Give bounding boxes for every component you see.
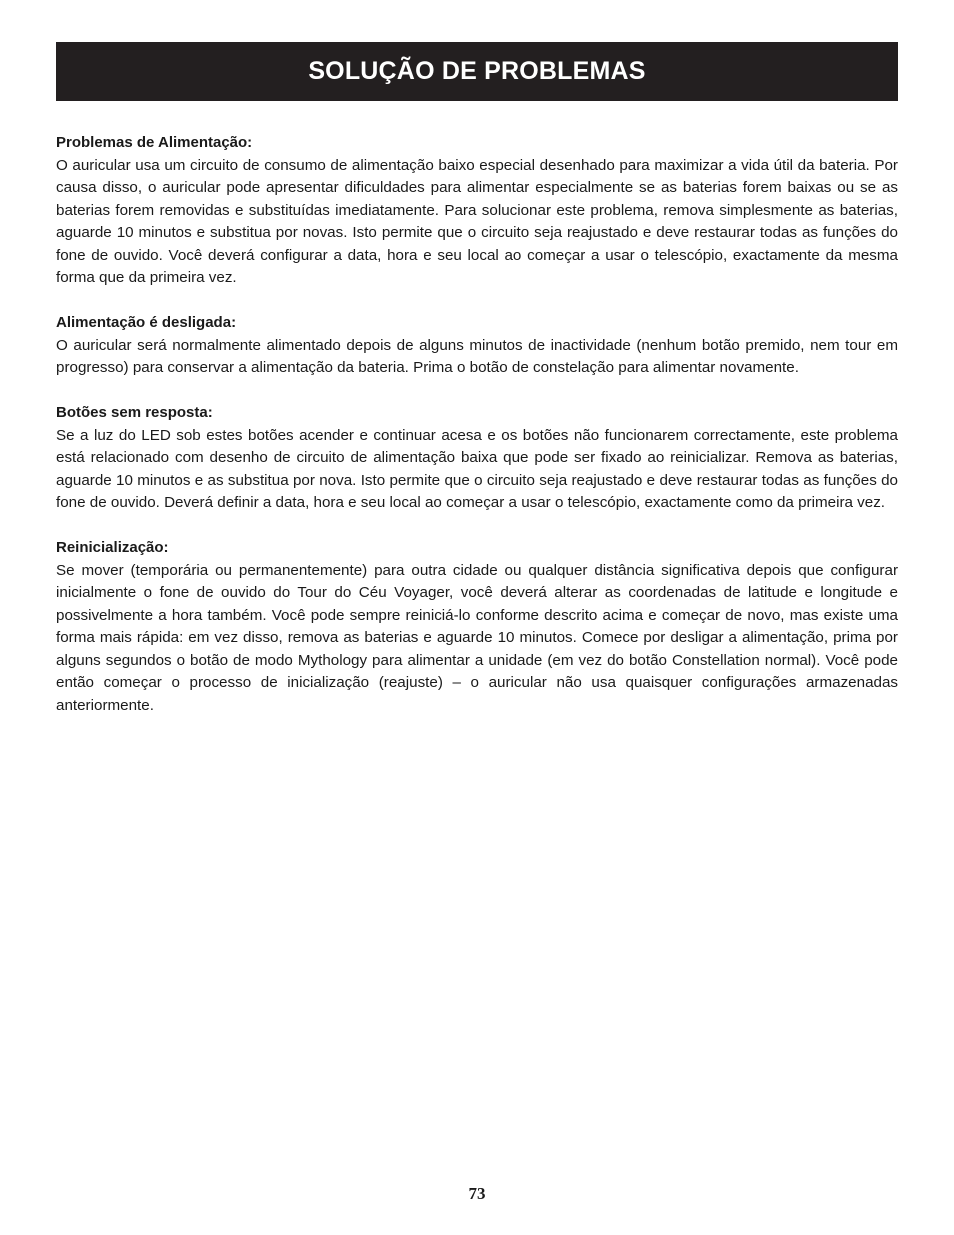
document-body xyxy=(56,132,898,740)
section-paragraph: O auricular será normalmente alimentado depois de alguns minutos de inactividade (nenhum botão premido, nem tour em progresso) para conservar a alimentação da bateria. Prima o botão de constelação para alimentar novamente. xyxy=(56,336,898,376)
title-banner xyxy=(56,42,898,101)
section-paragraph: Se a luz do LED sob estes botões acender e continuar acesa e os botões não funcionarem correctamente, este problema está relacionado com desenho de circuito de alimentação baixa que pode ser fixado ao reinicializar. Remova as baterias, aguarde 10 minutos e as substitua por nova. Isto permite que o circuito seja reajustado e deve restaurar todas as funções do fone de ouvido. Deverá definir a data, hora e seu local ao começar a usar o telescópio, exactamente como da primeira vez. xyxy=(56,426,898,511)
section-heading: Alimentação é desligada: xyxy=(56,314,237,331)
section-heading: Reinicialização: xyxy=(56,539,169,556)
page-number: 73 xyxy=(468,1184,486,1203)
section-power-problems xyxy=(56,132,898,290)
section-heading: Botões sem resposta: xyxy=(56,404,213,421)
page-title: SOLUÇÃO DE PROBLEMAS xyxy=(308,57,646,85)
section-paragraph: Se mover (temporária ou permanentemente) para outra cidade ou qualquer distância significativa depois que configurar inicialmente o fone de ouvido do Tour do Céu Voyager, você deverá alterar as coordenadas de latitude e longitude e possivelmente a hora também. Você pode sempre reiniciá-lo conforme descrito acima e começar de novo, mas existe uma forma mais rápida: em vez disso, remova as baterias e aguarde 10 minutos. Comece por desligar a alimentação, prima por alguns segundos o botão de modo Mythology para alimentar a unidade (em vez do botão Constellation normal). Você pode então começar o processo de inicialização (reajuste) – o auricular não usa quaisquer configurações armazenadas anteriormente. xyxy=(56,561,898,714)
section-heading: Problemas de Alimentação: xyxy=(56,134,253,151)
section-reset xyxy=(56,537,898,717)
section-unresponsive-buttons xyxy=(56,402,898,515)
section-paragraph: O auricular usa um circuito de consumo de alimentação baixo especial desenhado para maximizar a vida útil da bateria. Por causa disso, o auricular pode apresentar dificuldades para alimentar especialmente se as baterias forem baixas ou se as baterias forem removidas e substituídas imediatamente. Para solucionar este problema, remova simplesmente as baterias, aguarde 10 minutos e substitua por novas. Isto permite que o circuito seja reajustado e deve restaurar todas as funções do fone de ouvido. Você deverá configurar a data, hora e seu local ao começar a usar o telescópio, exactamente da mesma forma que da primeira vez. xyxy=(56,156,898,286)
section-power-off xyxy=(56,312,898,380)
